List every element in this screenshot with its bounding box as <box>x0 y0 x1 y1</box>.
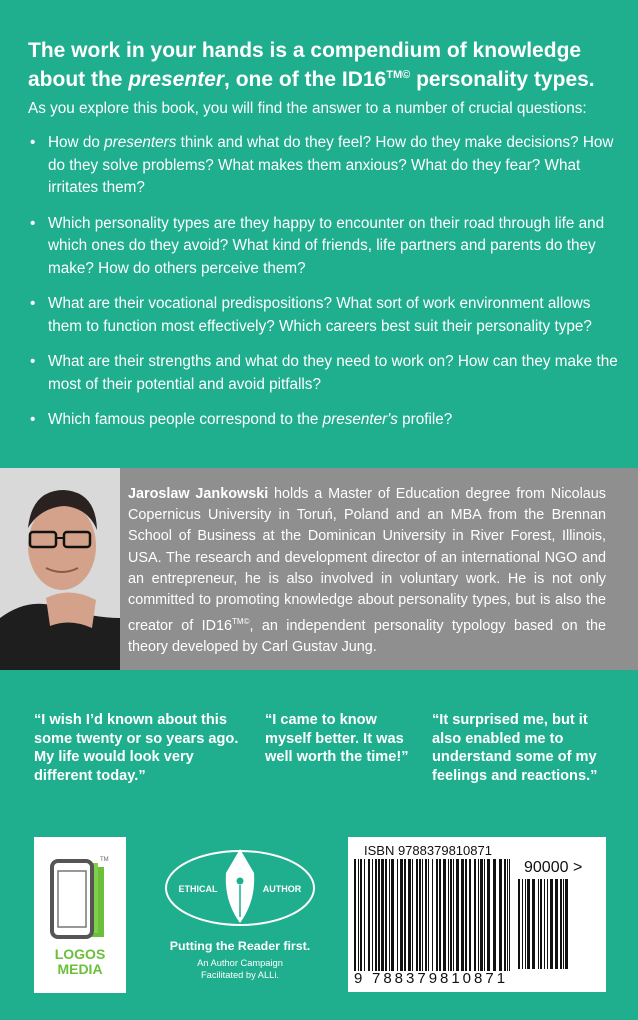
headline-text: personality types. <box>410 68 595 91</box>
list-item: • Which personality types are they happy to encounter on their road through life and which ones do they avoid? What kind of friends, life partners and parents do they make? How do others perceive them? <box>28 213 618 281</box>
logo-text-line1: LOGOS <box>54 946 106 962</box>
barcode-bar <box>547 879 548 969</box>
question-list <box>28 132 618 445</box>
price-code: 90000 > <box>524 859 583 876</box>
barcode-bar <box>378 859 380 971</box>
barcode-bar <box>354 859 356 971</box>
barcode-bar <box>532 879 535 969</box>
barcode-digit-group: 788379 <box>372 970 441 987</box>
barcode-bar <box>518 879 520 969</box>
barcode-bar <box>389 859 390 971</box>
bullet-text: think and what do they feel? How do they make decisions? How do they solve problems? What makes them anxious? What do they fear? What irritates them? <box>48 134 614 196</box>
trademark-mark: TM© <box>386 69 411 81</box>
barcode-bar <box>540 879 542 969</box>
barcode-bar <box>391 859 394 971</box>
barcode-bar <box>400 859 403 971</box>
ethical-author-badge <box>160 843 320 993</box>
barcode-digit-group: 9 <box>354 970 363 987</box>
barcode-bar <box>461 859 464 971</box>
barcode-bar <box>550 879 553 969</box>
barcode-digit-group: 810871 <box>440 970 509 987</box>
barcode-bar <box>474 859 476 971</box>
badge-subtext-line: An Author Campaign <box>197 958 283 968</box>
barcode-bar <box>375 859 377 971</box>
barcode-main <box>354 859 514 971</box>
logo-text-line2: MEDIA <box>57 961 103 977</box>
author-photo <box>0 468 120 670</box>
barcode-bar <box>385 859 387 971</box>
list-item: • What are their strengths and what do they need to work on? How can they make the most of their potential and avoid pitfalls? <box>28 351 618 396</box>
barcode-bar <box>493 859 496 971</box>
barcode-bar <box>419 859 421 971</box>
barcode-bar <box>448 859 449 971</box>
bullet-text: How do <box>48 134 105 151</box>
isbn-label: ISBN 9788379810871 <box>364 843 492 858</box>
barcode-bar <box>397 859 398 971</box>
bio-text: holds a Master of Education degree from Nicolaus Copernicus University in Toruń, Poland and an MBA from the Brennan School of Business at the Dominican University in River Forest, Illinois, USA. The research and development director of an international NGO and an entrepreneur, he is also involved in voluntary work. He is not only committed to promoting knowledge about personality types, but is also the creator of ID16 <box>128 486 606 635</box>
headline <box>28 38 618 92</box>
list-item <box>28 409 618 432</box>
author-bio <box>128 484 606 658</box>
headline-text: , one of the ID16 <box>224 68 387 91</box>
barcode-bar <box>469 859 471 971</box>
bullet-emphasis: presenter's <box>322 411 398 428</box>
barcode-bar <box>484 859 485 971</box>
barcode-bar <box>450 859 452 971</box>
barcode-bar <box>480 859 483 971</box>
barcode-bar <box>408 859 411 971</box>
intro-text: As you explore this book, you will find the answer to a number of crucial questions: <box>28 100 587 117</box>
barcode-bar <box>453 859 454 971</box>
barcode-bar <box>565 879 568 969</box>
barcode-bar <box>504 859 506 971</box>
barcode-bar <box>499 859 502 971</box>
badge-left-text: ETHICAL <box>178 884 218 894</box>
barcode-bar <box>358 859 359 971</box>
barcode-bar <box>527 879 530 969</box>
barcode-bar <box>439 859 441 971</box>
author-name: Jaroslaw Jankowski <box>128 486 269 502</box>
testimonial-quote: “It surprised me, but it also enabled me to understand some of my feelings and reactions.” <box>432 712 598 784</box>
logos-media-logo <box>34 837 126 993</box>
barcode-bar <box>428 859 429 971</box>
barcode-bar <box>443 859 446 971</box>
barcode-bar <box>372 859 373 971</box>
headline-line1: The work in your hands is a compendium of knowledge <box>28 39 582 62</box>
barcode-bar <box>487 859 490 971</box>
trademark-mark: TM© <box>232 617 250 627</box>
barcode-bar <box>436 859 438 971</box>
barcode-addon <box>518 879 572 969</box>
barcode-bar <box>525 879 526 969</box>
barcode-bar <box>412 859 413 971</box>
isbn-barcode <box>348 837 606 992</box>
barcode-bar <box>509 859 510 971</box>
author-bio-band <box>0 468 638 670</box>
barcode-bar <box>422 859 423 971</box>
front-matter <box>0 0 638 468</box>
barcode-bar <box>404 859 406 971</box>
barcode-bar <box>368 859 370 971</box>
barcode-bar <box>507 859 508 971</box>
barcode-bar <box>563 879 564 969</box>
barcode-bar <box>456 859 459 971</box>
barcode-bar <box>381 859 384 971</box>
headline-text: about the <box>28 68 129 91</box>
barcode-bar <box>360 859 362 971</box>
barcode-bar <box>465 859 467 971</box>
bullet-emphasis: presenters <box>104 134 177 151</box>
barcode-bar <box>478 859 479 971</box>
bullet-text: Which famous people correspond to the <box>48 411 323 428</box>
list-item <box>28 132 618 200</box>
badge-subtext-line: Facilitated by ALLi. <box>200 969 280 980</box>
bio-text: , an independent personality typology based on the theory developed by Carl Gustav Jung. <box>128 618 606 656</box>
barcode-bar <box>364 859 365 971</box>
logo-tm: TM <box>100 857 109 863</box>
barcode-bar <box>522 879 523 969</box>
headline-emphasis: presenter <box>128 68 225 91</box>
badge-right-text: AUTHOR <box>262 884 302 894</box>
barcode-bar <box>425 859 427 971</box>
list-item: • What are their vocational predispositions? What sort of work environment allows them to function most effectively? Which careers best suit their personality type? <box>28 293 618 338</box>
badge-tagline: Putting the Reader first. <box>169 939 311 953</box>
barcode-bar <box>432 859 433 971</box>
barcode-bar <box>538 879 539 969</box>
barcode-bar <box>560 879 562 969</box>
barcode-bar <box>555 879 558 969</box>
barcode-bar <box>544 879 545 969</box>
testimonial-quote: “I wish I’d known about this some twenty or so years ago. My life would look very different today.” <box>34 712 239 784</box>
testimonial-quote: “I came to know myself better. It was well worth the time!” <box>265 712 409 765</box>
badge-subtext <box>160 958 320 981</box>
bullet-text: profile? <box>397 411 453 428</box>
barcode-bar <box>416 859 418 971</box>
